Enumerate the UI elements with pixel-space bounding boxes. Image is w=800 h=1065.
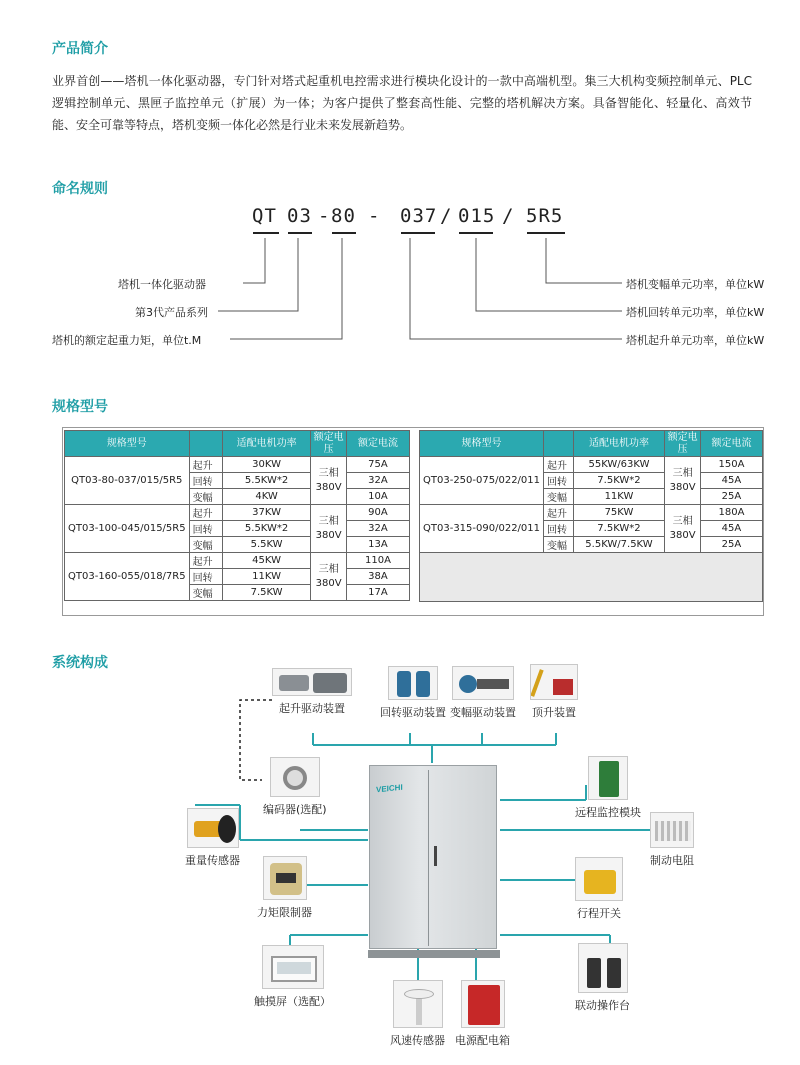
table-row	[420, 505, 763, 521]
encoder-node	[263, 757, 327, 817]
weight-sensor-node	[185, 808, 240, 868]
current-cell: 32A	[346, 473, 409, 489]
empty-cell	[420, 553, 763, 602]
current-cell: 90A	[346, 505, 409, 521]
limit-switch-node	[575, 857, 623, 921]
braking-resistor-image	[650, 812, 694, 848]
col-header-model: 规格型号	[65, 431, 190, 457]
braking-resistor-label: 制动电阻	[650, 854, 694, 867]
naming-section-title: 命名规则	[52, 181, 108, 197]
power-cell: 5.5KW/7.5KW	[573, 537, 665, 553]
power-cell: 11KW	[222, 569, 310, 585]
code-part-generation: 03	[287, 205, 312, 227]
power-cell: 5.5KW	[222, 537, 310, 553]
unit-cell: 回转	[189, 473, 222, 489]
spec-table-left	[64, 430, 410, 601]
current-cell: 25A	[700, 489, 762, 505]
current-cell: 32A	[346, 521, 409, 537]
luffing-drive-label: 变幅驱动装置	[450, 706, 516, 719]
code-part-luffing: 5R5	[526, 205, 564, 227]
wind-sensor-node	[390, 980, 445, 1048]
power-cell: 55KW/63KW	[573, 457, 665, 473]
current-cell: 13A	[346, 537, 409, 553]
jacking-unit-node	[530, 664, 578, 720]
unit-cell: 起升	[544, 505, 574, 521]
power-cell: 45KW	[222, 553, 310, 569]
remote-monitor-label: 远程监控模块	[575, 806, 641, 819]
unit-cell: 变幅	[189, 537, 222, 553]
current-cell: 75A	[346, 457, 409, 473]
naming-label-driver: 塔机一体化驱动器	[118, 278, 206, 291]
cabinet-door-divider	[428, 770, 429, 946]
power-box-label: 电源配电箱	[455, 1034, 510, 1047]
touch-screen-image	[262, 945, 324, 989]
control-cabinet	[369, 765, 497, 949]
torque-limiter-node	[257, 856, 312, 920]
unit-cell: 起升	[189, 457, 222, 473]
col-header-unit	[189, 431, 222, 457]
power-cell: 37KW	[222, 505, 310, 521]
col-header-voltage: 额定电压	[311, 431, 347, 457]
col-header-current: 额定电流	[346, 431, 409, 457]
model-cell: QT03-80-037/015/5R5	[65, 457, 190, 505]
spec-section-title: 规格型号	[52, 399, 108, 415]
col-header-unit	[544, 431, 574, 457]
wind-sensor-label: 风速传感器	[390, 1034, 445, 1047]
table-row	[65, 457, 410, 473]
naming-label-torque: 塔机的额定起重力矩，单位t.M	[52, 334, 202, 347]
voltage-cell: 三相380V	[311, 505, 347, 553]
current-cell: 45A	[700, 521, 762, 537]
touch-screen-node	[254, 945, 331, 1009]
power-cell: 7.5KW*2	[573, 521, 665, 537]
wind-sensor-image	[393, 980, 443, 1028]
limit-switch-image	[575, 857, 623, 901]
current-cell: 110A	[346, 553, 409, 569]
power-cell: 75KW	[573, 505, 665, 521]
unit-cell: 回转	[544, 521, 574, 537]
encoder-image	[270, 757, 320, 797]
torque-limiter-image	[263, 856, 307, 900]
code-part-torque: 80	[331, 205, 356, 227]
table-row	[420, 457, 763, 473]
remote-monitor-image	[588, 756, 628, 800]
table-row	[65, 553, 410, 569]
naming-label-luffing: 塔机变幅单元功率，单位kW	[626, 278, 765, 291]
power-cell: 11KW	[573, 489, 665, 505]
voltage-cell: 三相380V	[665, 457, 701, 505]
torque-limiter-label: 力矩限制器	[257, 906, 312, 919]
model-cell: QT03-160-055/018/7R5	[65, 553, 190, 601]
power-cell: 7.5KW*2	[573, 473, 665, 489]
spec-table-right	[419, 430, 763, 602]
touch-screen-label: 触摸屏（选配）	[254, 995, 331, 1008]
code-part-hoist: 037	[400, 205, 438, 227]
col-header-motor-power: 适配电机功率	[573, 431, 665, 457]
naming-label-slewing: 塔机回转单元功率，单位kW	[626, 306, 765, 319]
unit-cell: 变幅	[544, 537, 574, 553]
hoist-drive-node	[272, 668, 352, 716]
braking-resistor-node	[650, 812, 694, 868]
table-row	[65, 505, 410, 521]
slewing-drive-node	[380, 666, 446, 720]
code-separator: /	[502, 205, 515, 227]
encoder-label: 编码器(选配)	[263, 803, 327, 816]
code-separator: -	[368, 205, 381, 227]
col-header-motor-power: 适配电机功率	[222, 431, 310, 457]
hoist-drive-image	[272, 668, 352, 696]
current-cell: 150A	[700, 457, 762, 473]
limit-switch-label: 行程开关	[577, 907, 621, 920]
current-cell: 25A	[700, 537, 762, 553]
code-part-qt: QT	[252, 205, 277, 227]
hoist-drive-label: 起升驱动装置	[279, 702, 345, 715]
unit-cell: 起升	[544, 457, 574, 473]
unit-cell: 回转	[544, 473, 574, 489]
weight-sensor-image	[187, 808, 239, 848]
voltage-cell: 三相380V	[311, 457, 347, 505]
voltage-cell: 三相380V	[665, 505, 701, 553]
current-cell: 180A	[700, 505, 762, 521]
power-cell: 7.5KW	[222, 585, 310, 601]
jacking-unit-label: 顶升装置	[532, 706, 576, 719]
model-cell: QT03-315-090/022/011	[420, 505, 544, 553]
current-cell: 45A	[700, 473, 762, 489]
cabinet-base	[368, 950, 500, 958]
power-cell: 30KW	[222, 457, 310, 473]
slewing-drive-label: 回转驱动装置	[380, 706, 446, 719]
power-cell: 4KW	[222, 489, 310, 505]
cabinet-handle	[434, 846, 437, 866]
voltage-cell: 三相380V	[311, 553, 347, 601]
naming-label-generation: 第3代产品系列	[135, 306, 208, 319]
remote-monitor-node	[575, 756, 641, 820]
joystick-console-image	[578, 943, 628, 993]
luffing-drive-node	[450, 666, 516, 720]
code-part-slewing: 015	[458, 205, 496, 227]
joystick-console-label: 联动操作台	[575, 999, 630, 1012]
weight-sensor-label: 重量传感器	[185, 854, 240, 867]
power-cell: 5.5KW*2	[222, 473, 310, 489]
unit-cell: 变幅	[189, 489, 222, 505]
current-cell: 10A	[346, 489, 409, 505]
model-cell: QT03-250-075/022/011	[420, 457, 544, 505]
col-header-model: 规格型号	[420, 431, 544, 457]
code-separator: -	[318, 205, 331, 227]
unit-cell: 回转	[189, 521, 222, 537]
current-cell: 17A	[346, 585, 409, 601]
jacking-unit-image	[530, 664, 578, 700]
unit-cell: 变幅	[544, 489, 574, 505]
unit-cell: 起升	[189, 553, 222, 569]
col-header-current: 额定电流	[700, 431, 762, 457]
naming-label-hoist: 塔机起升单元功率，单位kW	[626, 334, 765, 347]
system-section-title: 系统构成	[52, 655, 108, 671]
model-cell: QT03-100-045/015/5R5	[65, 505, 190, 553]
unit-cell: 回转	[189, 569, 222, 585]
intro-section-title: 产品简介	[52, 41, 108, 57]
luffing-drive-image	[452, 666, 514, 700]
intro-paragraph: 业界首创——塔机一体化驱动器，专门针对塔式起重机电控需求进行模块化设计的一款中高端机型。集三大机构变频控制单元、PLC逻辑控制单元、黑匣子监控单元（扩展）为一体；为客户提供了整套高性能、完整的塔机解决方案。具备智能化、轻量化、高效节能、安全可靠等特点，塔机变频一体化必然是行业未来发展新趋势。	[52, 74, 752, 132]
power-box-image	[461, 980, 505, 1028]
unit-cell: 变幅	[189, 585, 222, 601]
cabinet-brand-logo: VEICHI	[376, 782, 403, 795]
slewing-drive-image	[388, 666, 438, 700]
power-cell: 5.5KW*2	[222, 521, 310, 537]
col-header-voltage: 额定电压	[665, 431, 701, 457]
current-cell: 38A	[346, 569, 409, 585]
joystick-console-node	[575, 943, 630, 1013]
power-box-node	[455, 980, 510, 1048]
unit-cell: 起升	[189, 505, 222, 521]
code-separator: /	[440, 205, 453, 227]
